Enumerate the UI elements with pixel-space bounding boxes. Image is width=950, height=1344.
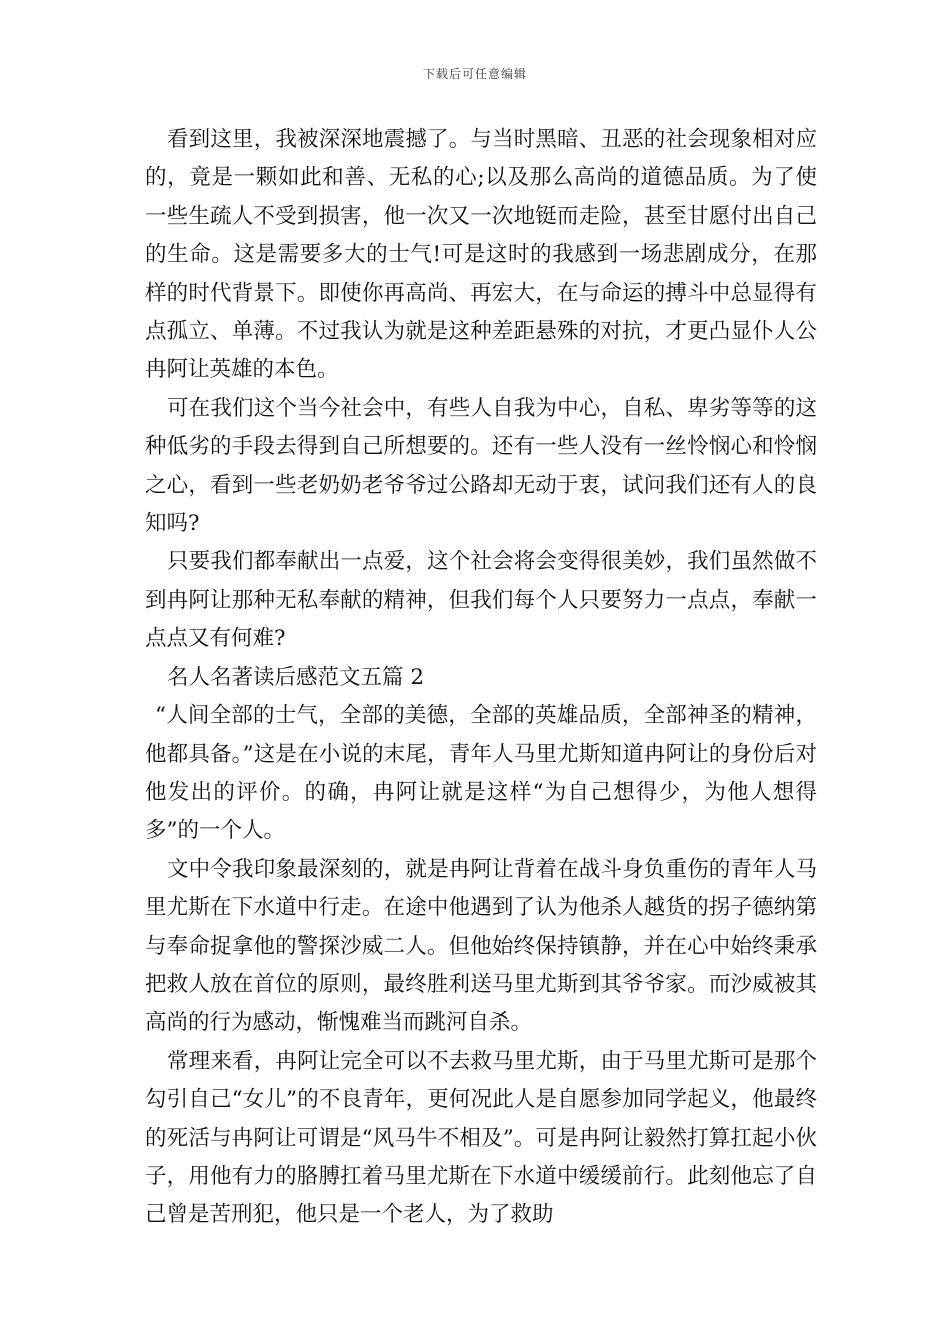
paragraph-2: 可在我们这个当今社会中，有些人自我为中心，自私、卑劣等等的这种低劣的手段去得到自己所想要的。还有一些人没有一丝怜悯心和怜悯之心，看到一些老奶奶老爷爷过公路却无动于衷，试问我们还有人的良知吗? bbox=[145, 395, 817, 537]
page-header: 下载后可任意编辑 bbox=[422, 67, 527, 81]
paragraph-5: 文中令我印象最深刻的，就是冉阿让背着在战斗身负重伤的青年人马里尤斯在下水道中行走。在途中他遇到了认为他杀人越货的拐子德纳第与奉命捉拿他的警探沙威二人。但他始终保持镇静，并在心中始终秉承把救人放在首位的原则，最终胜利送马里尤斯到其爷爷家。而沙威被其高尚的行为感动，惭愧难当而跳河自杀。 bbox=[145, 856, 817, 1036]
paragraph-4: “人间全部的士气，全部的美德，全部的英雄品质，全部神圣的精神，他都具备。”这是在小说的末尾，青年人马里尤斯知道冉阿让的身份后对他发出的评价。的确，冉阿让就是这样“为自己想得少，为他人想得多”的一个人。 bbox=[145, 703, 817, 844]
paragraph-3: 只要我们都奉献出一点爱，这个社会将会变得很美妙，我们虽然做不到冉阿让那种无私奉献的精神，但我们每个人只要努力一点点，奉献一点点又有何难? bbox=[145, 549, 817, 652]
section-heading: 名人名著读后感范文五篇 2 bbox=[167, 664, 425, 690]
paragraph-6: 常理来看，冉阿让完全可以不去救马里尤斯，由于马里尤斯可是那个勾引自己“女儿”的不良青年，更何况此人是自愿参加同学起义，他最终的死活与冉阿让可谓是“风马牛不相及”。可是冉阿让毅然打算扛起小伙子，用他有力的胳膊扛着马里尤斯在下水道中缓缓前行。此刻他忘了自己曾是苦刑犯，他只是一个老人，为了救助 bbox=[145, 1048, 817, 1228]
paragraph-1: 看到这里，我被深深地震撼了。与当时黑暗、丑恶的社会现象相对应的，竟是一颗如此和善、无私的心;以及那么高尚的道德品质。为了使一些生疏人不受到损害，他一次又一次地铤而走险，甚至甘愿付出自己的生命。这是需要多大的士气!可是这时的我感到一场悲剧成分，在那样的时代背景下。即使你再高尚、再宏大，在与命运的搏斗中总显得有点孤立、单薄。不过我认为就是这种差距悬殊的对抗，才更凸显仆人公冉阿让英雄的本色。 bbox=[145, 127, 817, 383]
document-body bbox=[145, 121, 817, 1235]
